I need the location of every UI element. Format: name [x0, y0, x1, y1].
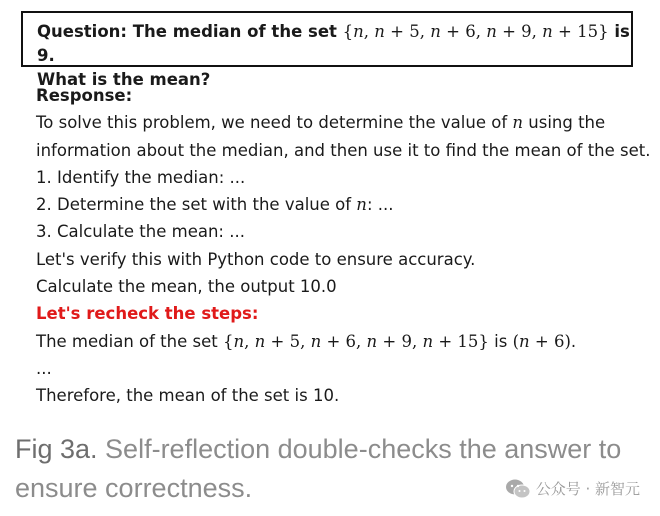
caption-fig-label: Fig 3a. [15, 434, 98, 464]
response-line-2: information about the median, and then use it to find the mean of the set. [36, 140, 651, 160]
question-box [21, 11, 633, 89]
variable-n: n [356, 195, 367, 215]
question-label: Question: [37, 22, 128, 41]
step-1: 1. Identify the median: ... [36, 167, 246, 187]
median-set-math: {n, n + 5, n + 6, n + 9, n + 15} [222, 331, 489, 351]
watermark [505, 478, 640, 499]
median-a: The median of the set [36, 331, 223, 351]
response-line-1a: To solve this problem, we need to determine the value of [36, 113, 513, 133]
calc-line: Calculate the mean, the output 10.0 [36, 277, 337, 297]
watermark-text: 公众号 · 新智元 [535, 480, 640, 498]
ellipsis-line: ... [36, 358, 52, 378]
response-label: Response: [36, 86, 133, 105]
step-2 [36, 191, 656, 218]
step-2a: 2. Determine the set with the value of [36, 195, 357, 215]
median-b: is [488, 331, 513, 351]
question-text-after: is 9. [37, 22, 630, 65]
median-line [36, 328, 656, 355]
step-2b: : ... [366, 195, 394, 215]
response-block [36, 82, 656, 410]
step-3: 3. Calculate the mean: ... [36, 222, 245, 242]
variable-n: n [512, 113, 524, 133]
question-line2: What is the mean? [37, 70, 211, 89]
question-text: The median of the set [132, 22, 337, 41]
question-line-1 [37, 20, 631, 68]
verify-line: Let's verify this with Python code to ensure accuracy. [36, 249, 476, 269]
question-set-math: {n, n + 5, n + 6, n + 9, n + 15} [342, 22, 609, 41]
response-line-1b: using the [523, 113, 606, 133]
response-line-1 [36, 109, 656, 136]
median-value-math: (n + 6) [512, 331, 571, 351]
conclusion-line: Therefore, the mean of the set is 10. [36, 386, 340, 406]
wechat-icon [505, 479, 531, 499]
recheck-heading: Let's recheck the steps: [36, 304, 259, 324]
caption-text: Self-reflection double-checks the answer to ensure correctness. [15, 434, 622, 503]
median-c: . [570, 331, 577, 351]
